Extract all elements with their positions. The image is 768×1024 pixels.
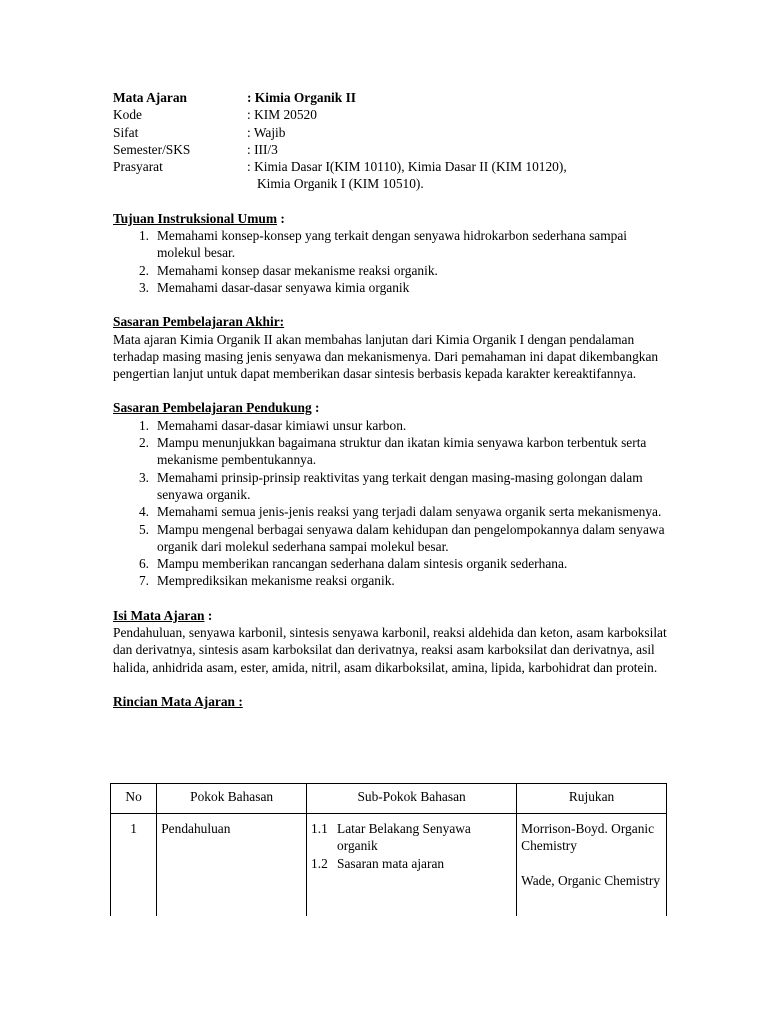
sub-item xyxy=(311,820,512,855)
column-header-sub-pokok-bahasan: Sub-Pokok Bahasan xyxy=(307,784,517,814)
sasaran-akhir-section xyxy=(113,313,673,382)
sasaran-pendukung-list xyxy=(113,417,673,590)
list-item xyxy=(113,521,673,556)
item-number: 7. xyxy=(138,573,149,589)
isi-heading: Isi Mata Ajaran xyxy=(113,607,205,623)
item-text: Mampu mengenal berbagai senyawa dalam kehidupan dan pengelompokannya dalam senyawa organik dari molekul sederhana sampai molekul besar. xyxy=(157,521,665,554)
item-number: 4. xyxy=(138,504,149,520)
item-text: Memahami konsep dasar mekanisme reaksi organik. xyxy=(157,262,438,278)
table-row xyxy=(111,814,667,917)
sub-item-number: 1.1 xyxy=(311,821,328,836)
cell-no: 1 xyxy=(111,814,157,917)
meta-key: Mata Ajaran xyxy=(113,90,188,105)
sasaran-akhir-heading: Sasaran Pembelajaran Akhir: xyxy=(113,314,285,330)
heading-suffix: : xyxy=(311,400,320,416)
rincian-heading: Rincian Mata Ajaran : xyxy=(113,693,243,709)
meta-key: Kode xyxy=(113,107,143,123)
sasaran-akhir-text: Mata ajaran Kimia Organik II akan membahas lanjutan dari Kimia Organik I dengan pendalaman terhadap masing masing jenis senyawa dan mekanismenya. Dari pemahaman ini dapat dikembangkan pengertian lanjut untuk dapat memberikan dasar sintesis berbasis kepada karakter kereaktifannya. xyxy=(113,331,659,382)
column-header-no: No xyxy=(111,784,157,814)
sub-item-text: Sasaran mata ajaran xyxy=(337,855,445,871)
item-text: Memahami prinsip-prinsip reaktivitas yang terkait dengan masing-masing golongan dalam senyawa organik. xyxy=(157,469,643,502)
list-item xyxy=(113,227,673,262)
rujukan-entry: Morrison-Boyd. Organic Chemistry xyxy=(521,821,655,854)
meta-value: : Kimia Dasar I(KIM 10110), Kimia Dasar II (KIM 10120), xyxy=(247,159,567,175)
meta-row-prasyarat xyxy=(113,158,673,193)
meta-row-kode xyxy=(113,106,673,123)
meta-value-continued: Kimia Organik I (KIM 10510). xyxy=(257,176,424,192)
item-number: 6. xyxy=(138,556,149,572)
heading-suffix: : xyxy=(276,210,285,226)
list-item xyxy=(113,417,673,434)
item-number: 3. xyxy=(138,469,149,485)
meta-value: : Wajib xyxy=(247,124,286,140)
isi-text: Pendahuluan, senyawa karbonil, sintesis senyawa karbonil, reaksi aldehida dan keton, asam karboksilat dan derivatnya, sintesis asam karboksilat dan derivatnya, reaksi asam karboksilat dan derivatnya, asil halida, anhidrida asam, ester, amida, nitril, asam dikarboksilat, amina, lipida, karbohidrat dan protein. xyxy=(113,625,667,675)
section-heading-line xyxy=(113,210,673,227)
sasaran-pendukung-heading: Sasaran Pembelajaran Pendukung xyxy=(113,400,312,416)
item-text: Memahami dasar-dasar senyawa kimia organik xyxy=(157,279,410,295)
meta-value-block xyxy=(247,158,673,193)
list-item xyxy=(113,572,673,589)
course-meta xyxy=(113,89,673,193)
list-item xyxy=(113,555,673,572)
sub-item-text: Latar Belakang Senyawa organik xyxy=(337,821,471,854)
item-number: 3. xyxy=(138,279,149,295)
section-heading-line xyxy=(113,399,673,416)
tujuan-section xyxy=(113,210,673,296)
heading-suffix: : xyxy=(204,607,213,623)
isi-section xyxy=(113,607,673,676)
meta-key: Prasyarat xyxy=(113,159,163,175)
rincian-table xyxy=(110,783,667,916)
sub-item-number: 1.2 xyxy=(311,855,328,871)
meta-row-mata-ajaran xyxy=(113,89,673,106)
meta-row-semester xyxy=(113,141,673,158)
item-text: Memahami dasar-dasar kimiawi unsur karbon. xyxy=(157,417,407,433)
meta-key: Sifat xyxy=(113,124,139,140)
item-number: 5. xyxy=(138,521,149,537)
column-header-pokok-bahasan: Pokok Bahasan xyxy=(157,784,307,814)
item-number: 2. xyxy=(138,435,149,451)
rincian-section xyxy=(113,693,673,710)
cell-sub-pokok-bahasan xyxy=(307,814,517,917)
tujuan-heading: Tujuan Instruksional Umum xyxy=(113,210,277,226)
list-item xyxy=(113,434,673,469)
item-number: 2. xyxy=(138,262,149,278)
item-text: Mampu memberikan rancangan sederhana dalam sintesis organik sederhana. xyxy=(157,556,568,572)
item-text: Memprediksikan mekanisme reaksi organik. xyxy=(157,573,395,589)
list-item xyxy=(113,262,673,279)
list-item xyxy=(113,469,673,504)
section-heading-line xyxy=(113,607,673,624)
cell-pokok-bahasan: Pendahuluan xyxy=(157,814,307,917)
meta-value: : III/3 xyxy=(247,141,278,157)
rujukan-spacer xyxy=(521,855,662,872)
rujukan-entry: Wade, Organic Chemistry xyxy=(521,872,661,888)
item-text: Memahami konsep-konsep yang terkait dengan senyawa hidrokarbon sederhana sampai molekul besar. xyxy=(157,228,628,261)
meta-row-sifat xyxy=(113,124,673,141)
list-item xyxy=(113,279,673,296)
column-header-rujukan: Rujukan xyxy=(517,784,667,814)
meta-value: : Kimia Organik II xyxy=(247,90,356,105)
meta-value: : KIM 20520 xyxy=(247,107,317,123)
meta-key: Semester/SKS xyxy=(113,141,191,157)
item-number: 1. xyxy=(138,417,149,433)
tujuan-list xyxy=(113,227,673,296)
cell-rujukan xyxy=(517,814,667,917)
table-header-row xyxy=(111,784,667,814)
sub-item xyxy=(311,855,512,872)
item-number: 1. xyxy=(138,228,149,244)
document-page xyxy=(113,89,673,710)
item-text: Mampu menunjukkan bagaimana struktur dan ikatan kimia senyawa karbon terbentuk serta mekanisme pembentukannya. xyxy=(157,435,647,468)
list-item xyxy=(113,503,673,520)
sasaran-pendukung-section xyxy=(113,399,673,589)
item-text: Memahami semua jenis-jenis reaksi yang terjadi dalam senyawa organik serta mekanismenya. xyxy=(157,504,662,520)
